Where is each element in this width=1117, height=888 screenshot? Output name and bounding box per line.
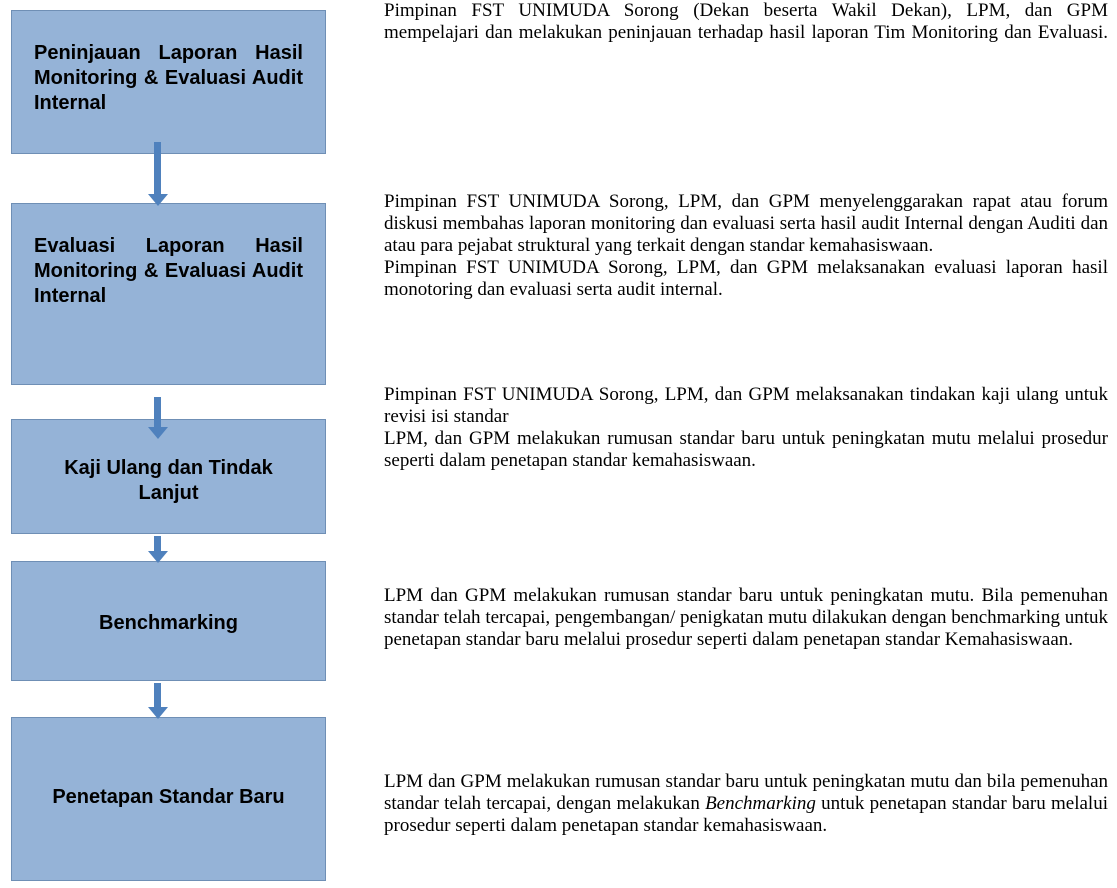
step-label: Evaluasi Laporan Hasil Monitoring & Evaluasi Audit Internal	[34, 235, 303, 307]
description-part: untuk penetapan standar baru melalui prosedur seperti dalam penetapan standar kemahasiswaan.	[384, 793, 1108, 836]
description-emphasis: Benchmarking	[705, 793, 816, 814]
description-penetapan	[384, 771, 1108, 837]
step-label: Benchmarking	[99, 612, 238, 634]
step-box-kaji-ulang	[11, 419, 326, 534]
description-text: Pimpinan FST UNIMUDA Sorong, LPM, dan GPM melaksanakan evaluasi laporan hasil monotoring dan evaluasi serta audit internal.	[384, 257, 1108, 300]
description-kaji-ulang	[384, 384, 1108, 472]
step-label: Peninjauan Laporan Hasil Monitoring & Evaluasi Audit Internal	[34, 42, 303, 114]
step-box-benchmarking	[11, 561, 326, 681]
flow-arrow	[148, 536, 168, 563]
step-box-peninjauan	[11, 10, 326, 154]
step-label: Penetapan Standar Baru	[52, 786, 285, 808]
flow-arrow	[148, 683, 168, 719]
description-text: LPM, dan GPM melakukan rumusan standar baru untuk peningkatan mutu melalui prosedur seperti dalam penetapan standar kemahasiswaan.	[384, 428, 1108, 471]
description-text: LPM dan GPM melakukan rumusan standar baru untuk peningkatan mutu. Bila pemenuhan standar telah tercapai, pengembangan/ penigkatan mutu dilakukan dengan benchmarking untuk penetapan standar baru melalui prosedur seperti dalam penetapan standar Kemahasiswaan.	[384, 585, 1108, 650]
flow-arrow	[148, 142, 168, 206]
description-benchmarking	[384, 585, 1108, 651]
description-text: Pimpinan FST UNIMUDA Sorong, LPM, dan GPM menyelenggarakan rapat atau forum diskusi membahas laporan monitoring dan evaluasi serta hasil audit Internal dengan Auditi dan atau para pejabat struktural yang terkait dengan standar kemahasiswaan.	[384, 191, 1108, 256]
description-part: LPM dan GPM melakukan rumusan standar baru untuk peningkatan mutu dan bila pemenuhan standar telah tercapai, dengan melakukan	[384, 771, 1108, 814]
flow-arrow	[148, 397, 168, 439]
description-evaluasi	[384, 191, 1108, 301]
description-text	[384, 771, 1108, 837]
step-box-penetapan	[11, 717, 326, 881]
step-box-evaluasi	[11, 203, 326, 385]
description-peninjauan	[384, 0, 1108, 44]
description-text: Pimpinan FST UNIMUDA Sorong, LPM, dan GPM melaksanakan tindakan kaji ulang untuk revisi isi standar	[384, 384, 1108, 427]
step-label: Kaji Ulang dan Tindak Lanjut	[64, 457, 273, 504]
description-text: Pimpinan FST UNIMUDA Sorong (Dekan beserta Wakil Dekan), LPM, dan GPM mempelajari dan melakukan peninjauan terhadap hasil laporan Tim Monitoring dan Evaluasi.	[384, 0, 1108, 43]
